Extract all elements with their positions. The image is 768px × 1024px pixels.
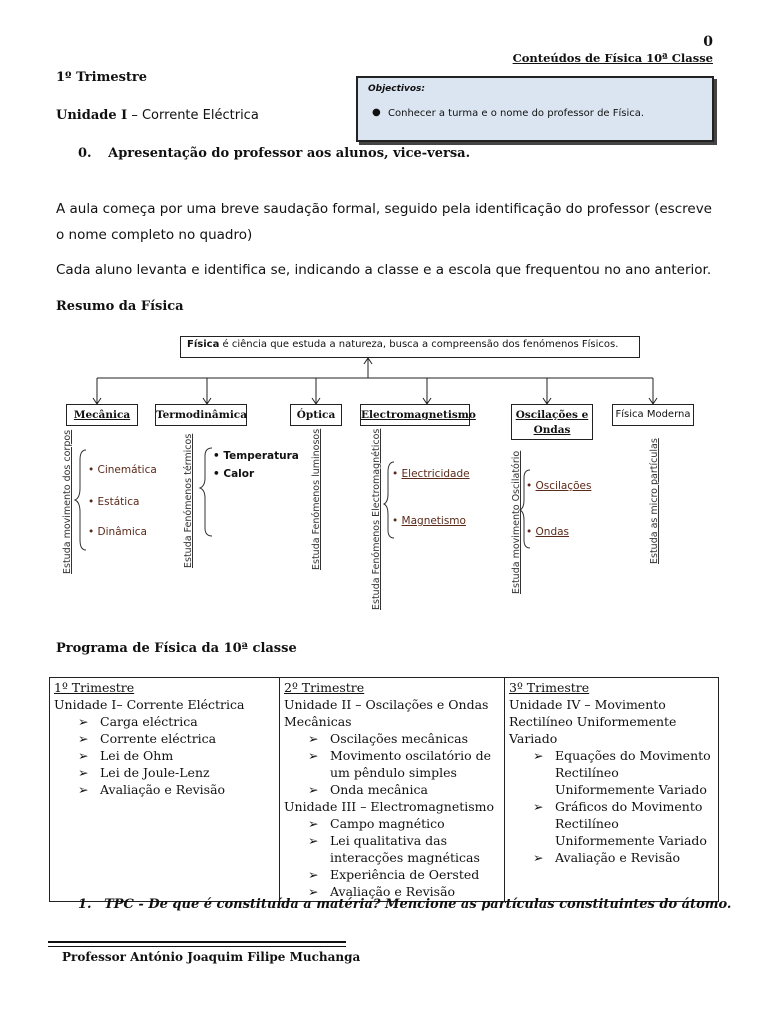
sub-cinematica: • Cinemática xyxy=(88,464,157,476)
arrow-bullet-icon: ➢ xyxy=(78,731,89,746)
arrow-bullet-icon: ➢ xyxy=(533,850,544,865)
topic-list xyxy=(54,713,275,798)
unit-title: – Corrente Eléctrica xyxy=(127,108,259,123)
program-column-3 xyxy=(505,678,719,902)
section-0-number: 0. xyxy=(78,146,92,161)
column-header: 2º Trimestre xyxy=(284,680,365,695)
arrow-bullet-icon: ➢ xyxy=(78,765,89,780)
objectives-title: Objectivos: xyxy=(368,84,426,94)
list-item: ➢ Campo magnético xyxy=(308,816,445,831)
arrow-bullet-icon: ➢ xyxy=(308,816,319,831)
list-item: ➢ Lei de Ohm xyxy=(78,748,174,763)
program-table xyxy=(49,677,719,902)
topic-list xyxy=(284,730,500,798)
sub-magnetismo: • Magnetismo xyxy=(392,515,466,527)
sub-dinamica: • Dinâmica xyxy=(88,526,147,538)
column-header: 1º Trimestre xyxy=(54,680,135,695)
homework xyxy=(78,897,731,912)
footer-rule xyxy=(48,941,346,943)
program-column-2 xyxy=(280,678,505,902)
list-item: ➢ Movimento oscilatório de um pêndulo simples xyxy=(308,748,492,780)
topic-list xyxy=(284,815,500,900)
sub-electricidade: • Electricidade xyxy=(392,468,470,480)
list-item: ➢ Gráficos do Movimento Rectilíneo Uniformemente Variado xyxy=(533,799,707,848)
arrow-bullet-icon: ➢ xyxy=(533,748,544,763)
arrow-bullet-icon: ➢ xyxy=(308,833,319,848)
homework-text: TPC - De que é constituída a matéria? Mencione as partículas constituintes do átomo. xyxy=(104,897,732,912)
sub-estatica: • Estática xyxy=(88,496,140,508)
unit-title: Unidade II – Oscilações e Ondas Mecânicas xyxy=(284,697,489,729)
unit-title: Unidade III – Electromagnetismo xyxy=(284,799,495,814)
branch-optica: Óptica xyxy=(290,404,342,426)
running-title: Conteúdos de Física 10ª Classe xyxy=(512,51,713,65)
vertical-electromagnetismo: Estuda Fenómenos Electromagnéticos xyxy=(371,428,382,610)
branch-fisica-moderna: Física Moderna xyxy=(612,404,694,426)
footer-author: Professor António Joaquim Filipe Muchanga xyxy=(62,950,361,964)
vertical-termodinamica: Estuda Fenómenos térmicos xyxy=(183,433,194,568)
definition-text: é ciência que estuda a natureza, busca a compreensão dos fenómenos Físicos. xyxy=(219,339,619,350)
branch-oscilacoes-ondas: Oscilações e Ondas xyxy=(511,404,593,440)
list-item: ➢ Avaliação e Revisão xyxy=(78,782,226,797)
arrow-bullet-icon: ➢ xyxy=(78,782,89,797)
arrow-bullet-icon: ➢ xyxy=(308,867,319,882)
list-item: ➢ Equações do Movimento Rectilíneo Uniformemente Variado xyxy=(533,748,711,797)
homework-number: 1. xyxy=(78,897,92,912)
list-item: ➢ Experiência de Oersted xyxy=(308,867,480,882)
list-item: ➢ Onda mecânica xyxy=(308,782,428,797)
sub-oscilacoes: • Oscilações xyxy=(526,480,592,492)
arrow-bullet-icon: ➢ xyxy=(308,782,319,797)
arrow-bullet-icon: ➢ xyxy=(78,748,89,763)
topic-list xyxy=(509,747,714,866)
list-item: ➢ Oscilações mecânicas xyxy=(308,731,469,746)
branch-electromagnetismo: Electromagnetismo xyxy=(360,404,470,426)
resumo-heading: Resumo da Física xyxy=(56,299,184,314)
vertical-optica: Estuda Fenómenos luminosos xyxy=(311,428,322,570)
list-item: ➢ Lei qualitativa das interacções magnéticas xyxy=(308,833,480,865)
list-item: ➢ Carga eléctrica xyxy=(78,714,198,729)
vertical-oscilacoes: Estuda movimento Oscilatório xyxy=(511,450,522,594)
list-item: ➢ Corrente eléctrica xyxy=(78,731,217,746)
objectives-item-text: Conhecer a turma e o nome do professor de Física. xyxy=(388,108,645,119)
arrow-bullet-icon: ➢ xyxy=(308,731,319,746)
bullet-icon: ● xyxy=(372,107,381,118)
paragraph-intro: A aula começa por uma breve saudação formal, seguido pela identificação do professor (escreve o nome completo no quadro) xyxy=(56,201,712,243)
unit-title: Unidade IV – Movimento Rectilíneo Uniformemente Variado xyxy=(509,697,677,746)
programa-heading: Programa de Física da 10ª classe xyxy=(56,641,297,656)
list-item: ➢ Avaliação e Revisão xyxy=(308,884,456,899)
sub-ondas: • Ondas xyxy=(526,526,570,538)
arrow-bullet-icon: ➢ xyxy=(78,714,89,729)
branch-mecanica: Mecânica xyxy=(66,404,138,426)
vertical-mecanica: Estuda movimento dos corpos xyxy=(62,429,73,574)
section-0-title: Apresentação do professor aos alunos, vice-versa. xyxy=(108,146,471,161)
paragraph-students: Cada aluno levanta e identifica se, indicando a classe e a escola que frequentou no ano anterior. xyxy=(56,262,712,278)
vertical-fisica-moderna: Estuda as micro partículas xyxy=(649,438,660,564)
list-item: ➢ Avaliação e Revisão xyxy=(533,850,681,865)
sub-calor: • Calor xyxy=(213,468,255,480)
branch-termodinamica: Termodinâmica xyxy=(155,404,247,426)
column-header: 3º Trimestre xyxy=(509,680,590,695)
arrow-bullet-icon: ➢ xyxy=(308,748,319,763)
sub-temperatura: • Temperatura xyxy=(213,450,299,462)
footer-rule xyxy=(48,946,346,947)
page-number: 0 xyxy=(703,34,713,50)
arrow-bullet-icon: ➢ xyxy=(308,884,319,899)
unit-label: Unidade I xyxy=(56,108,128,123)
program-column-1 xyxy=(50,678,280,902)
trimester-heading: 1º Trimestre xyxy=(56,70,148,85)
arrow-bullet-icon: ➢ xyxy=(533,799,544,814)
unit-title: Unidade I– Corrente Eléctrica xyxy=(54,697,245,712)
list-item: ➢ Lei de Joule-Lenz xyxy=(78,765,210,780)
definition-term: Física xyxy=(187,339,220,350)
